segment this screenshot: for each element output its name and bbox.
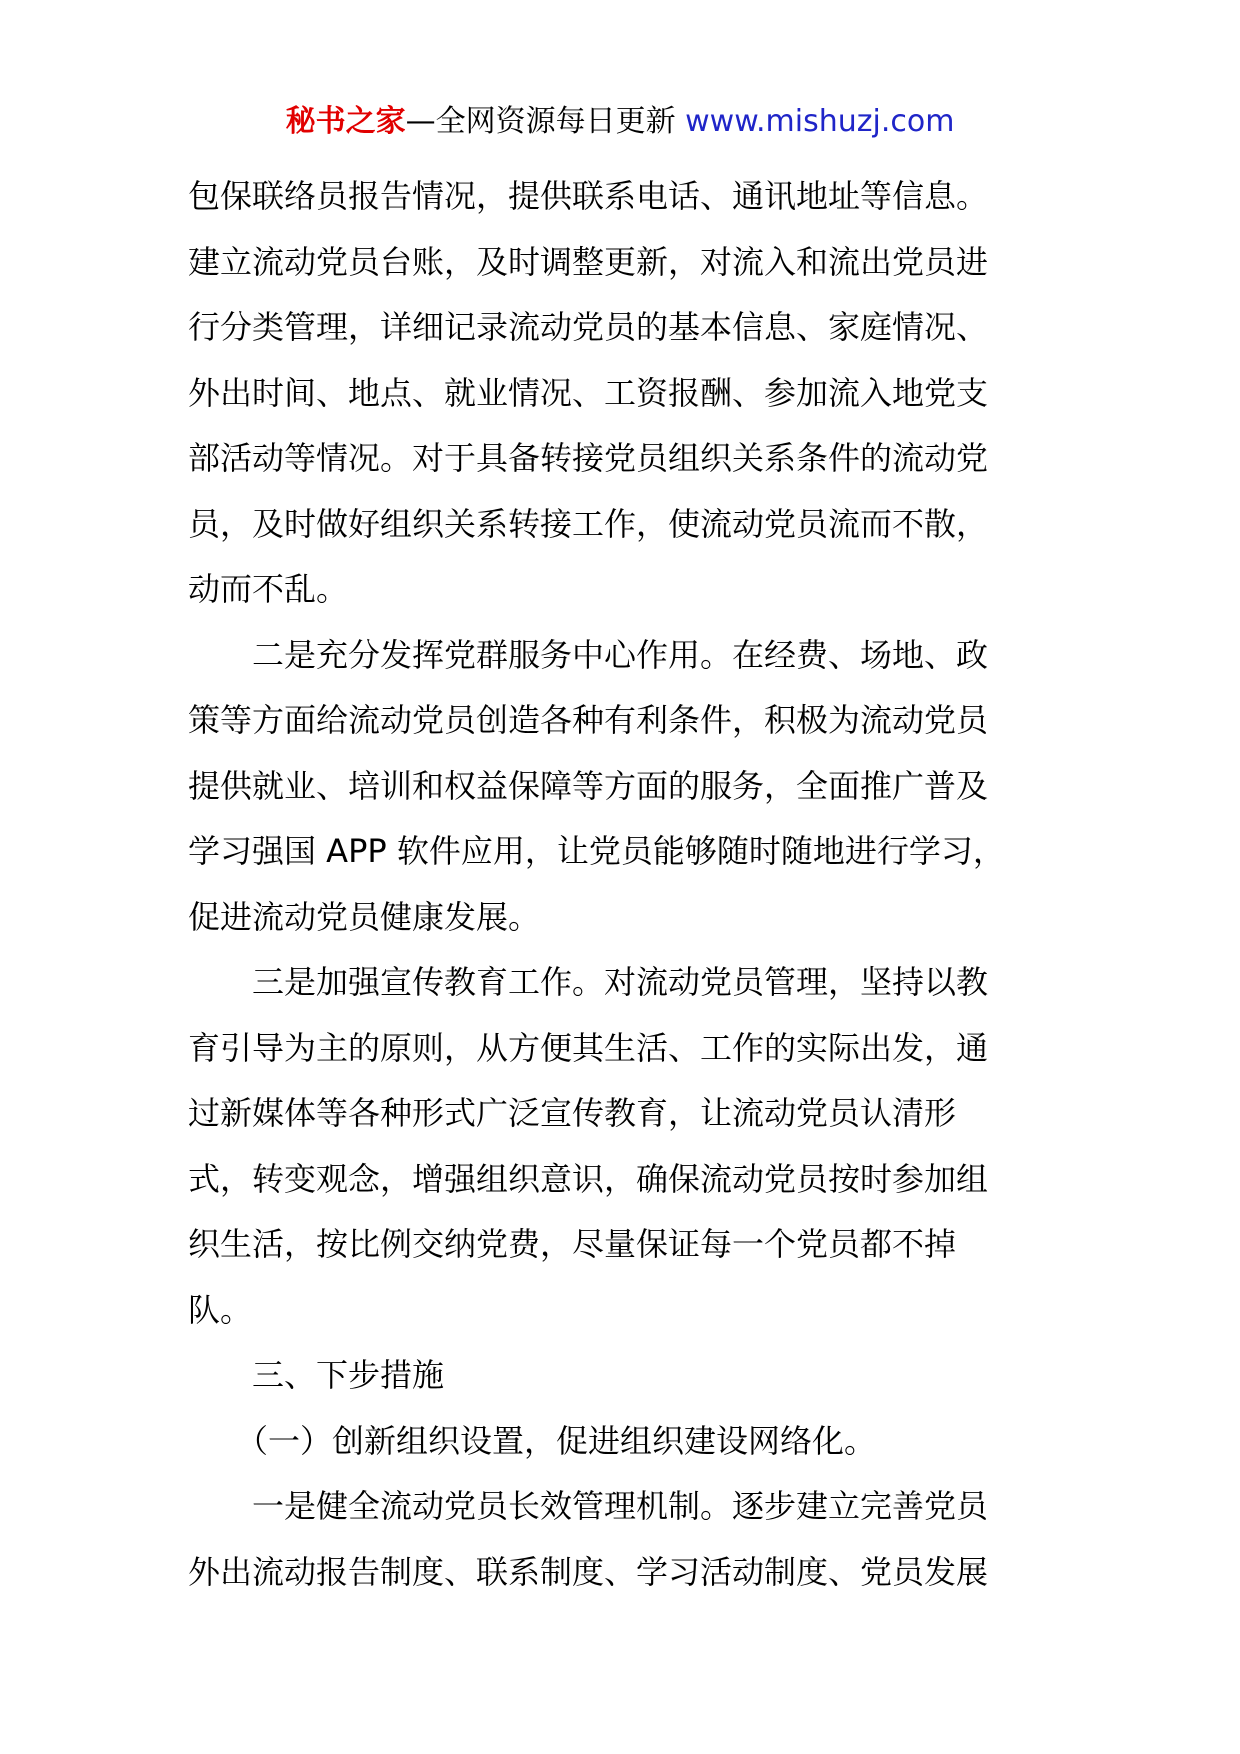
text-line: 过新媒体等各种形式广泛宣传教育，让流动党员认清形: [188, 1094, 957, 1132]
text-line: 包保联络员报告情况，提供联系电话、通讯地址等信息。: [188, 177, 989, 215]
text-line: 动而不乱。: [188, 570, 349, 608]
section-heading: 三、下步措施: [188, 1356, 445, 1394]
site-header: [0, 100, 1240, 144]
paragraph-start: 三是加强宣传教育工作。对流动党员管理，坚持以教: [188, 963, 989, 1001]
text-line: 外出时间、地点、就业情况、工资报酬、参加流入地党支: [188, 373, 989, 412]
text-line: 队。: [188, 1290, 253, 1329]
site-tagline: —全网资源每日更新: [405, 104, 686, 139]
text-line: 织生活，按比例交纳党费，尽量保证每一个党员都不掉: [188, 1225, 957, 1263]
text-line: 员，及时做好组织关系转接工作，使流动党员流而不散，: [188, 504, 989, 543]
text-line: 策等方面给流动党员创造各种有利条件，积极为流动党员: [188, 701, 989, 739]
subsection-heading: （一）创新组织设置，促进组织建设网络化。: [188, 1421, 877, 1460]
text-line: 式，转变观念，增强组织意识，确保流动党员按时参加组: [188, 1159, 989, 1198]
text-line: 建立流动党员台账，及时调整更新，对流入和流出党员进: [188, 242, 989, 281]
site-url-link[interactable]: www.mishuzj.com: [685, 104, 955, 139]
text-line: 促进流动党员健康发展。: [188, 897, 541, 936]
text-line: 部活动等情况。对于具备转接党员组织关系条件的流动党: [188, 439, 989, 477]
paragraph-start: 一是健全流动党员长效管理机制。逐步建立完善党员: [188, 1487, 989, 1525]
text-line: 提供就业、培训和权益保障等方面的服务，全面推广普及: [188, 766, 989, 805]
text-line: 行分类管理，详细记录流动党员的基本信息、家庭情况、: [188, 308, 989, 346]
document-body: [188, 164, 1058, 1605]
text-line: 外出流动报告制度、联系制度、学习活动制度、党员发展: [188, 1552, 989, 1591]
text-line: 育引导为主的原则，从方便其生活、工作的实际出发，通: [188, 1028, 989, 1067]
text-line: 学习强国 APP 软件应用，让党员能够随时随地进行学习，: [188, 832, 1005, 870]
site-brand: 秘书之家: [285, 104, 406, 139]
paragraph-start: 二是充分发挥党群服务中心作用。在经费、场地、政: [188, 635, 989, 674]
